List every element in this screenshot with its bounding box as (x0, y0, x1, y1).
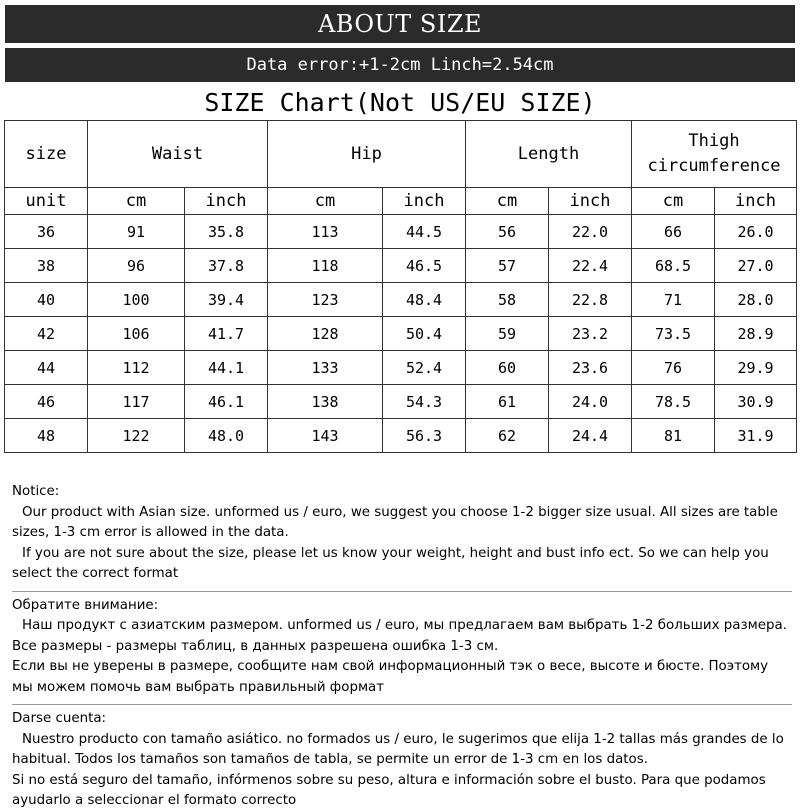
size-cell: 44 (5, 351, 88, 385)
notice-russian (12, 596, 792, 699)
table-row (5, 317, 797, 351)
table-row (5, 249, 797, 283)
measurement-cell: 27.0 (715, 249, 797, 283)
notice-heading: Notice: (12, 484, 60, 499)
divider (12, 591, 792, 592)
measurement-cell: 76 (632, 351, 715, 385)
measurement-cell: 44.1 (185, 351, 268, 385)
table-row (5, 283, 797, 317)
hip-column-header: Hip (268, 121, 466, 188)
measurement-cell: 56.3 (383, 419, 466, 453)
measurement-cell: 71 (632, 283, 715, 317)
measurement-cell: 112 (88, 351, 185, 385)
unit-inch: inch (715, 188, 797, 215)
notice-heading: Darse cuenta: (12, 711, 107, 726)
measurement-cell: 22.4 (549, 249, 632, 283)
measurement-cell: 37.8 (185, 249, 268, 283)
notice-english (12, 482, 792, 585)
notice-paragraph: Наш продукт с азиатским размером. unformed us / euro, мы предлагаем вам выбрать 1-2 больших размера. Все размеры - размеры таблиц, в данных разрешена ошибка 1-3 см. (12, 618, 787, 654)
measurement-cell: 23.6 (549, 351, 632, 385)
measurement-cell: 35.8 (185, 215, 268, 249)
measurement-cell: 96 (88, 249, 185, 283)
size-chart-heading: SIZE Chart(Not US/EU SIZE) (204, 87, 596, 117)
divider (12, 704, 792, 705)
size-cell: 46 (5, 385, 88, 419)
measurement-cell: 59 (466, 317, 549, 351)
unit-cm: cm (88, 188, 185, 215)
notice-paragraph: If you are not sure about the size, please let us know your weight, height and bust info ect. So we can help you select the correct format (12, 545, 769, 581)
table-row (5, 419, 797, 453)
measurement-cell: 50.4 (383, 317, 466, 351)
measurement-cell: 122 (88, 419, 185, 453)
measurement-cell: 24.0 (549, 385, 632, 419)
size-chart-table (4, 120, 797, 453)
unit-inch: inch (383, 188, 466, 215)
measurement-cell: 60 (466, 351, 549, 385)
unit-cm: cm (268, 188, 383, 215)
size-cell: 42 (5, 317, 88, 351)
measurement-cell: 113 (268, 215, 383, 249)
measurement-cell: 68.5 (632, 249, 715, 283)
measurement-cell: 78.5 (632, 385, 715, 419)
measurement-cell: 30.9 (715, 385, 797, 419)
measurement-cell: 58 (466, 283, 549, 317)
measurement-cell: 22.0 (549, 215, 632, 249)
measurement-cell: 61 (466, 385, 549, 419)
measurement-cell: 46.5 (383, 249, 466, 283)
measurement-cell: 39.4 (185, 283, 268, 317)
measurement-cell: 23.2 (549, 317, 632, 351)
unit-cm: cm (632, 188, 715, 215)
notice-paragraph: Si no está seguro del tamaño, infórmenos sobre su peso, altura e información sobre el busto. Para que podamos ayudarlo a seleccionar el formato correcto (12, 772, 766, 808)
data-error-note: Data error:+1-2cm Linch=2.54cm (5, 46, 795, 82)
notice-heading: Обратите внимание: (12, 597, 159, 613)
measurement-cell: 106 (88, 317, 185, 351)
measurement-cell: 128 (268, 317, 383, 351)
measurement-cell: 46.1 (185, 385, 268, 419)
measurement-cell: 66 (632, 215, 715, 249)
table-row (5, 215, 797, 249)
measurement-cell: 28.0 (715, 283, 797, 317)
measurement-cell: 56 (466, 215, 549, 249)
measurement-cell: 118 (268, 249, 383, 283)
table-unit-row (5, 188, 797, 215)
size-cell: 38 (5, 249, 88, 283)
measurement-cell: 48.0 (185, 419, 268, 453)
measurement-cell: 52.4 (383, 351, 466, 385)
unit-inch: inch (185, 188, 268, 215)
measurement-cell: 24.4 (549, 419, 632, 453)
measurement-cell: 48.4 (383, 283, 466, 317)
length-column-header: Length (466, 121, 632, 188)
table-body (5, 215, 797, 453)
measurement-cell: 133 (268, 351, 383, 385)
table-row (5, 351, 797, 385)
unit-label: unit (5, 188, 88, 215)
measurement-cell: 22.8 (549, 283, 632, 317)
measurement-cell: 28.9 (715, 317, 797, 351)
measurement-cell: 57 (466, 249, 549, 283)
notice-paragraph: Если вы не уверены в размере, сообщите нам свой информационный тэк о весе, высоте и бюсте. Поэтому мы можем помочь вам выбрать правильный формат (12, 659, 769, 695)
measurement-cell: 100 (88, 283, 185, 317)
size-cell: 48 (5, 419, 88, 453)
measurement-cell: 54.3 (383, 385, 466, 419)
measurement-cell: 44.5 (383, 215, 466, 249)
measurement-cell: 123 (268, 283, 383, 317)
page-title: ABOUT SIZE (5, 5, 795, 43)
measurement-cell: 31.9 (715, 419, 797, 453)
measurement-cell: 62 (466, 419, 549, 453)
unit-inch: inch (549, 188, 632, 215)
measurement-cell: 91 (88, 215, 185, 249)
measurement-cell: 41.7 (185, 317, 268, 351)
measurement-cell: 81 (632, 419, 715, 453)
notice-paragraph: Our product with Asian size. unformed us / euro, we suggest you choose 1-2 bigger size usual. All sizes are table sizes, 1-3 cm error is allowed in the data. (12, 504, 778, 540)
table-header-row (5, 121, 797, 188)
unit-cm: cm (466, 188, 549, 215)
size-cell: 36 (5, 215, 88, 249)
size-column-header: size (5, 121, 88, 188)
measurement-cell: 29.9 (715, 351, 797, 385)
size-cell: 40 (5, 283, 88, 317)
measurement-cell: 117 (88, 385, 185, 419)
measurement-cell: 138 (268, 385, 383, 419)
notes-section (12, 482, 792, 812)
notice-paragraph: Nuestro producto con tamaño asiático. no formados us / euro, le sugerimos que elija 1-2 tallas más grandes de lo habitual. Todos los tamaños son tamaños de tabla, se permite un error de 1-3 cm en los datos. (12, 731, 784, 767)
thigh-column-header: Thigh circumference (632, 121, 797, 188)
waist-column-header: Waist (88, 121, 268, 188)
table-row (5, 385, 797, 419)
notice-spanish (12, 709, 792, 812)
measurement-cell: 73.5 (632, 317, 715, 351)
measurement-cell: 26.0 (715, 215, 797, 249)
measurement-cell: 143 (268, 419, 383, 453)
